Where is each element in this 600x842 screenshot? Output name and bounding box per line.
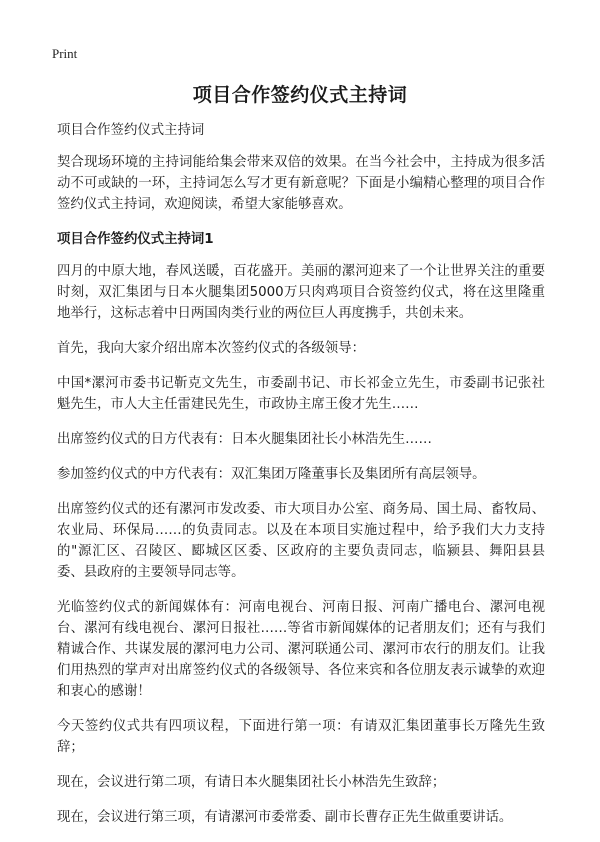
paragraph-2: 首先，我向大家介绍出席本次签约仪式的各级领导： xyxy=(57,341,365,356)
paragraph-6: 出席签约仪式的还有漯河市发改委、市大项目办公室、商务局、国土局、畜牧局、农业局、环保局……的负责同志。以及在本项目实施过程中，给予我们大力支持的"源汇区、召陵区、郾城区区委、区政府的主要负责同志，临颍县、舞阳县县委、县政府的主要领导同志等。 xyxy=(57,502,545,580)
print-label: Print xyxy=(52,46,78,61)
document-title: 项目合作签约仪式主持词 xyxy=(192,84,408,106)
paragraph-7: 光临签约仪式的新闻媒体有：河南电视台、河南日报、河南广播电台、漯河电视台、漯河有线电视台、漯河日报社……等省市新闻媒体的记者朋友们；还有与我们精诚合作、共谋发展的漯河电力公司、漯河联通公司、漯河市农行的朋友们。让我们用热烈的掌声对出席签约仪式的各级领导、各位来宾和各位朋友表示诚挚的欢迎和衷心的感谢！ xyxy=(57,600,545,699)
document-body xyxy=(57,120,545,842)
paragraph-9: 现在，会议进行第二项，有请日本火腿集团社长小林浩先生致辞； xyxy=(57,775,446,790)
paragraph-8: 今天签约仪式共有四项议程，下面进行第一项：有请双汇集团董事长万隆先生致辞； xyxy=(57,719,545,755)
intro-paragraph: 契合现场环境的主持词能给集会带来双倍的效果。在当今社会中，主持成为很多活动不可或缺的一环，主持词怎么写才更有新意呢？下面是小编精心整理的项目合作签约仪式主持词，欢迎阅读，希望大家能够喜欢。 xyxy=(57,155,545,212)
document-subtitle: 项目合作签约仪式主持词 xyxy=(57,123,205,138)
paragraph-5: 参加签约仪式的中方代表有：双汇集团万隆董事长及集团所有高层领导。 xyxy=(57,467,486,482)
paragraph-1: 四月的中原大地，春风送暖，百花盛开。美丽的漯河迎来了一个让世界关注的重要时刻，双汇集团与日本火腿集团5000万只肉鸡项目合资签约仪式，将在这里隆重地举行，这标志着中日两国肉类行业的两位巨人再度携手，共创未来。 xyxy=(57,264,545,321)
paragraph-3: 中国*漯河市委书记靳克文先生，市委副书记、市长祁金立先生，市委副书记张社魁先生，市人大主任雷建民先生，市政协主席王俊才先生…… xyxy=(57,376,545,412)
paragraph-10: 现在，会议进行第三项，有请漯河市委常委、副市长曹存正先生做重要讲话。 xyxy=(57,810,513,825)
paragraph-4: 出席签约仪式的日方代表有：日本火腿集团社长小林浩先生…… xyxy=(57,432,432,447)
section-heading: 项目合作签约仪式主持词1 xyxy=(57,232,214,247)
